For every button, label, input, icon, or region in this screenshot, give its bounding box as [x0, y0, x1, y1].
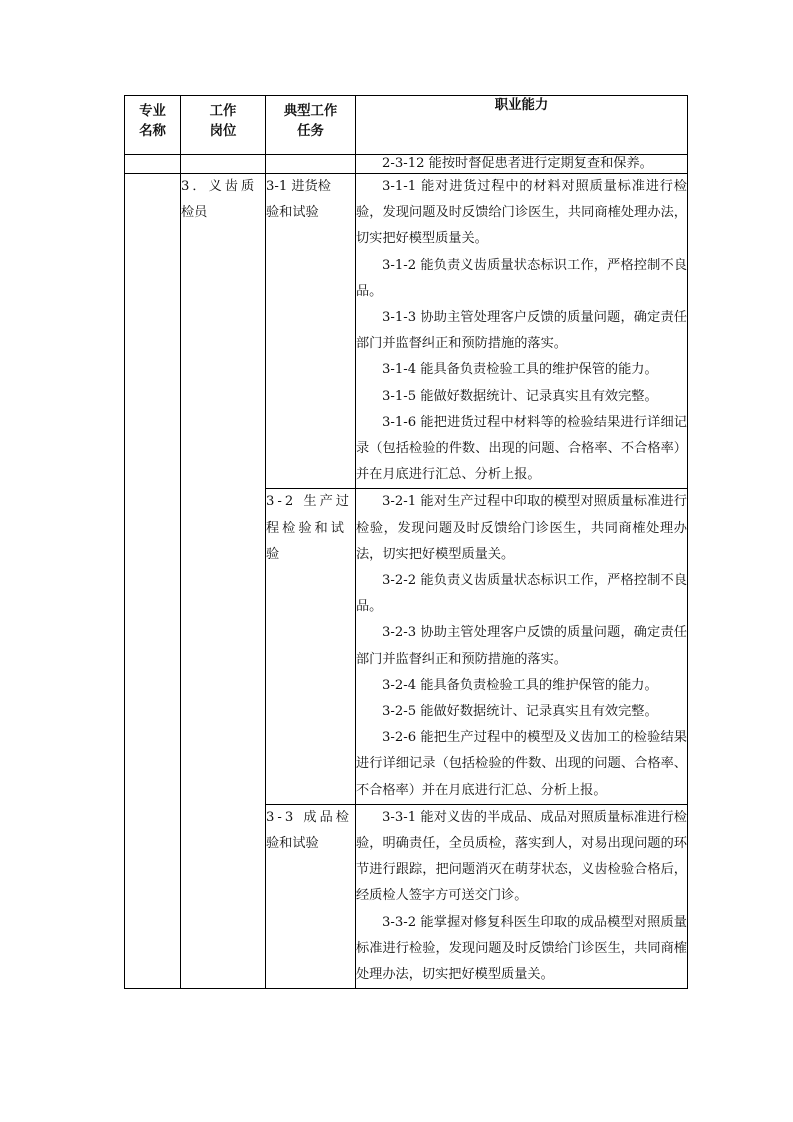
task-line2: 验和试验	[266, 836, 319, 852]
task-line1: 3-3 成品检	[266, 809, 352, 825]
cont-ability-cell	[356, 155, 688, 174]
ability-cell	[356, 804, 688, 988]
ability-item: 3-2-1 能对生产过程中印取的模型对照质量标准进行检验，发现问题及时反馈给门诊医生，共同商榷处理办法，切实把好模型质量关。	[356, 494, 687, 562]
cont-major-cell	[125, 155, 181, 174]
cont-task-cell	[266, 155, 356, 174]
task-line2: 验和试验	[266, 205, 319, 221]
position-line1: 3．义齿质	[181, 179, 258, 194]
header-post-line2: 岗位	[209, 124, 237, 139]
ability-item: 3-3-2 能掌握对修复科医生印取的成品模型对照质量标准进行检验，发现问题及时反馈给门诊医生，共同商榷处理办法，切实把好模型质量关。	[356, 914, 687, 983]
task-line2: 程检验和试	[266, 520, 347, 536]
ability-item: 3-2-6 能把生产过程中的模型及义齿加工的检验结果进行详细记录（包括检验的件数、出现的问题、合格率、不合格率）并在月底进行汇总、分析上报。	[356, 730, 687, 798]
task-cell	[266, 489, 356, 804]
ability-item: 3-2-5 能做好数据统计、记录真实且有效完整。	[382, 704, 658, 720]
ability-item: 3-1-2 能负责义齿质量状态标识工作，严格控制不良品。	[356, 257, 687, 299]
task-line1: 3-1 进货检	[266, 179, 331, 194]
header-post-line1: 工作	[209, 104, 237, 119]
task-row-1	[125, 174, 688, 489]
position-cell	[181, 174, 266, 989]
ability-item: 3-1-6 能把进货过程中材料等的检验结果进行详细记录（包括检验的件数、出现的问题、合格率、不合格率）并在月底进行汇总、分析上报。	[356, 414, 687, 483]
ability-item: 3-1-5 能做好数据统计、记录真实且有效完整。	[382, 388, 658, 404]
major-cell	[125, 174, 181, 989]
header-major-line1: 专业	[139, 104, 166, 119]
task-line3: 验	[266, 546, 280, 562]
table-header-row	[125, 96, 688, 155]
header-task-line2: 任务	[297, 124, 324, 139]
header-ability: 职业能力	[356, 96, 688, 155]
position-line2: 检员	[181, 205, 208, 221]
header-task	[266, 96, 356, 155]
ability-item: 2-3-12 能按时督促患者进行定期复查和保养。	[382, 156, 653, 171]
ability-item: 3-1-3 协助主管处理客户反馈的质量问题，确定责任部门并监督纠正和预防措施的落实。	[356, 310, 687, 352]
vocational-ability-table	[124, 95, 688, 989]
ability-cell	[356, 174, 688, 489]
ability-item: 3-1-4 能具备负责检验工具的维护保管的能力。	[382, 362, 658, 378]
cont-post-cell	[181, 155, 266, 174]
ability-item: 3-3-1 能对义齿的半成品、成品对照质量标准进行检验，明确责任，全员质检，落实到人，对易出现问题的环节进行跟踪，把问题消灭在萌芽状态，义齿检验合格后，经质检人签字方可送交门诊。	[356, 809, 687, 904]
header-task-line1: 典型工作	[283, 104, 338, 119]
ability-item: 3-2-4 能具备负责检验工具的维护保管的能力。	[382, 677, 658, 693]
ability-item: 3-1-1 能对进货过程中的材料对照质量标准进行检验，发现问题及时反馈给门诊医生，共同商榷处理办法，切实把好模型质量关。	[356, 179, 687, 247]
ability-item: 3-2-2 能负责义齿质量状态标识工作，严格控制不良品。	[356, 573, 687, 615]
header-major-line2: 名称	[139, 124, 166, 139]
task-cell	[266, 804, 356, 988]
task-cell	[266, 174, 356, 489]
ability-cell	[356, 489, 688, 804]
header-post	[181, 96, 266, 155]
continuation-row	[125, 155, 688, 174]
ability-item: 3-2-3 协助主管处理客户反馈的质量问题，确定责任部门并监督纠正和预防措施的落实。	[356, 625, 687, 667]
header-major	[125, 96, 181, 155]
task-line1: 3-2 生产过	[266, 494, 352, 510]
